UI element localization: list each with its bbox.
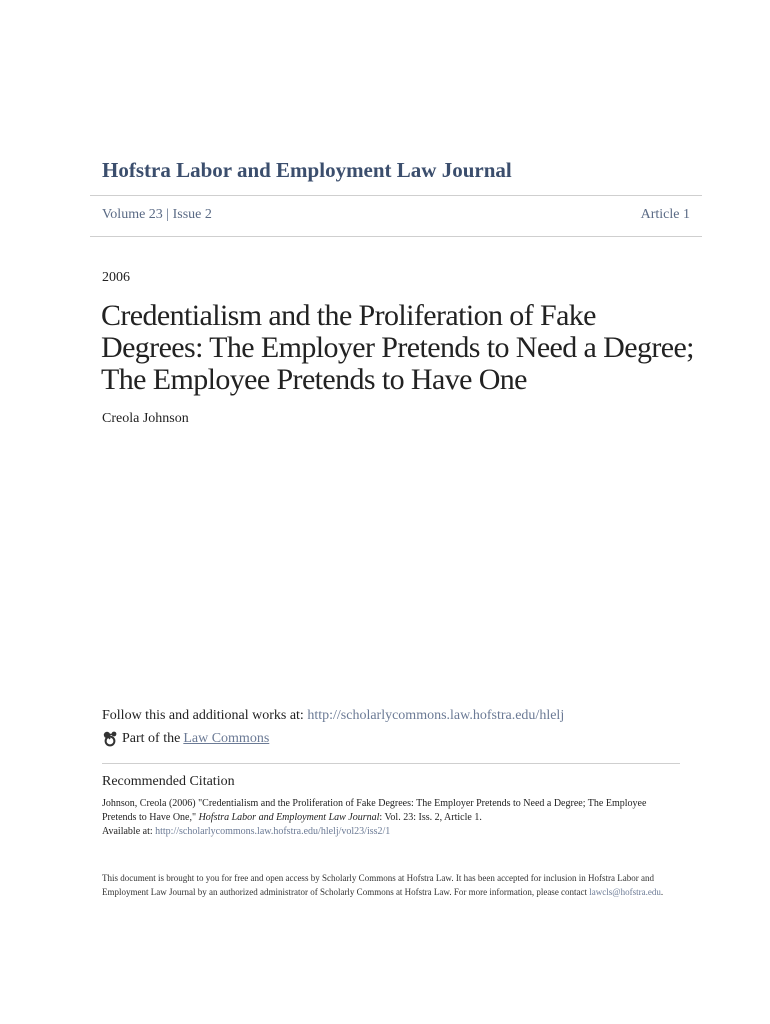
citation-volume: : Vol. 23: Iss. 2, Article 1. [379,812,482,823]
notice-end: . [660,887,664,897]
law-commons-link[interactable]: Law Commons [183,730,270,746]
citation-journal: Hofstra Labor and Employment Law Journal [198,812,380,823]
part-of-prefix: Part of the [122,730,181,746]
journal-title: Hofstra Labor and Employment Law Journal [102,158,512,182]
follow-prefix: Follow this and additional works at: [102,708,308,723]
citation-available-prefix: Available at: [102,826,156,837]
citation-heading: Recommended Citation [102,774,235,789]
access-notice [102,871,672,899]
publication-year: 2006 [102,270,130,285]
article-number: Article 1 [640,207,690,222]
divider-bottom [102,763,680,764]
follow-line [102,708,564,724]
author-name: Creola Johnson [102,411,189,426]
contact-email-link[interactable]: lawcls@hofstra.edu [589,887,661,897]
part-of-line [102,730,269,747]
follow-url-link[interactable]: http://scholarlycommons.law.hofstra.edu/hlelj [307,708,565,723]
network-icon [102,730,119,747]
notice-text: This document is brought to you for free and open access by Scholarly Commons at Hofstra Law. It has been accepted for inclusion in Hofstra Labor and Employment Law Journal by an authorized administrator of Scholarly Commons at Hofstra Law. For more information, please contact [102,873,655,897]
citation-text: Johnson, Creola (2006) "Credentialism and the Proliferation of Fake Degrees: The Employer Pretends to Need a Degree; The Employee Pretends to Have One," [102,798,647,823]
citation-url-link[interactable]: http://scholarlycommons.law.hofstra.edu/hlelj/vol23/iss2/1 [155,826,391,837]
citation-body [102,797,682,839]
divider-middle [90,236,702,237]
volume-issue: Volume 23 | Issue 2 [102,207,212,222]
divider-top [90,195,702,196]
article-title: Credentialism and the Proliferation of Fake Degrees: The Employer Pretends to Need a Degree; The Employee Pretends to Have One [101,299,694,396]
